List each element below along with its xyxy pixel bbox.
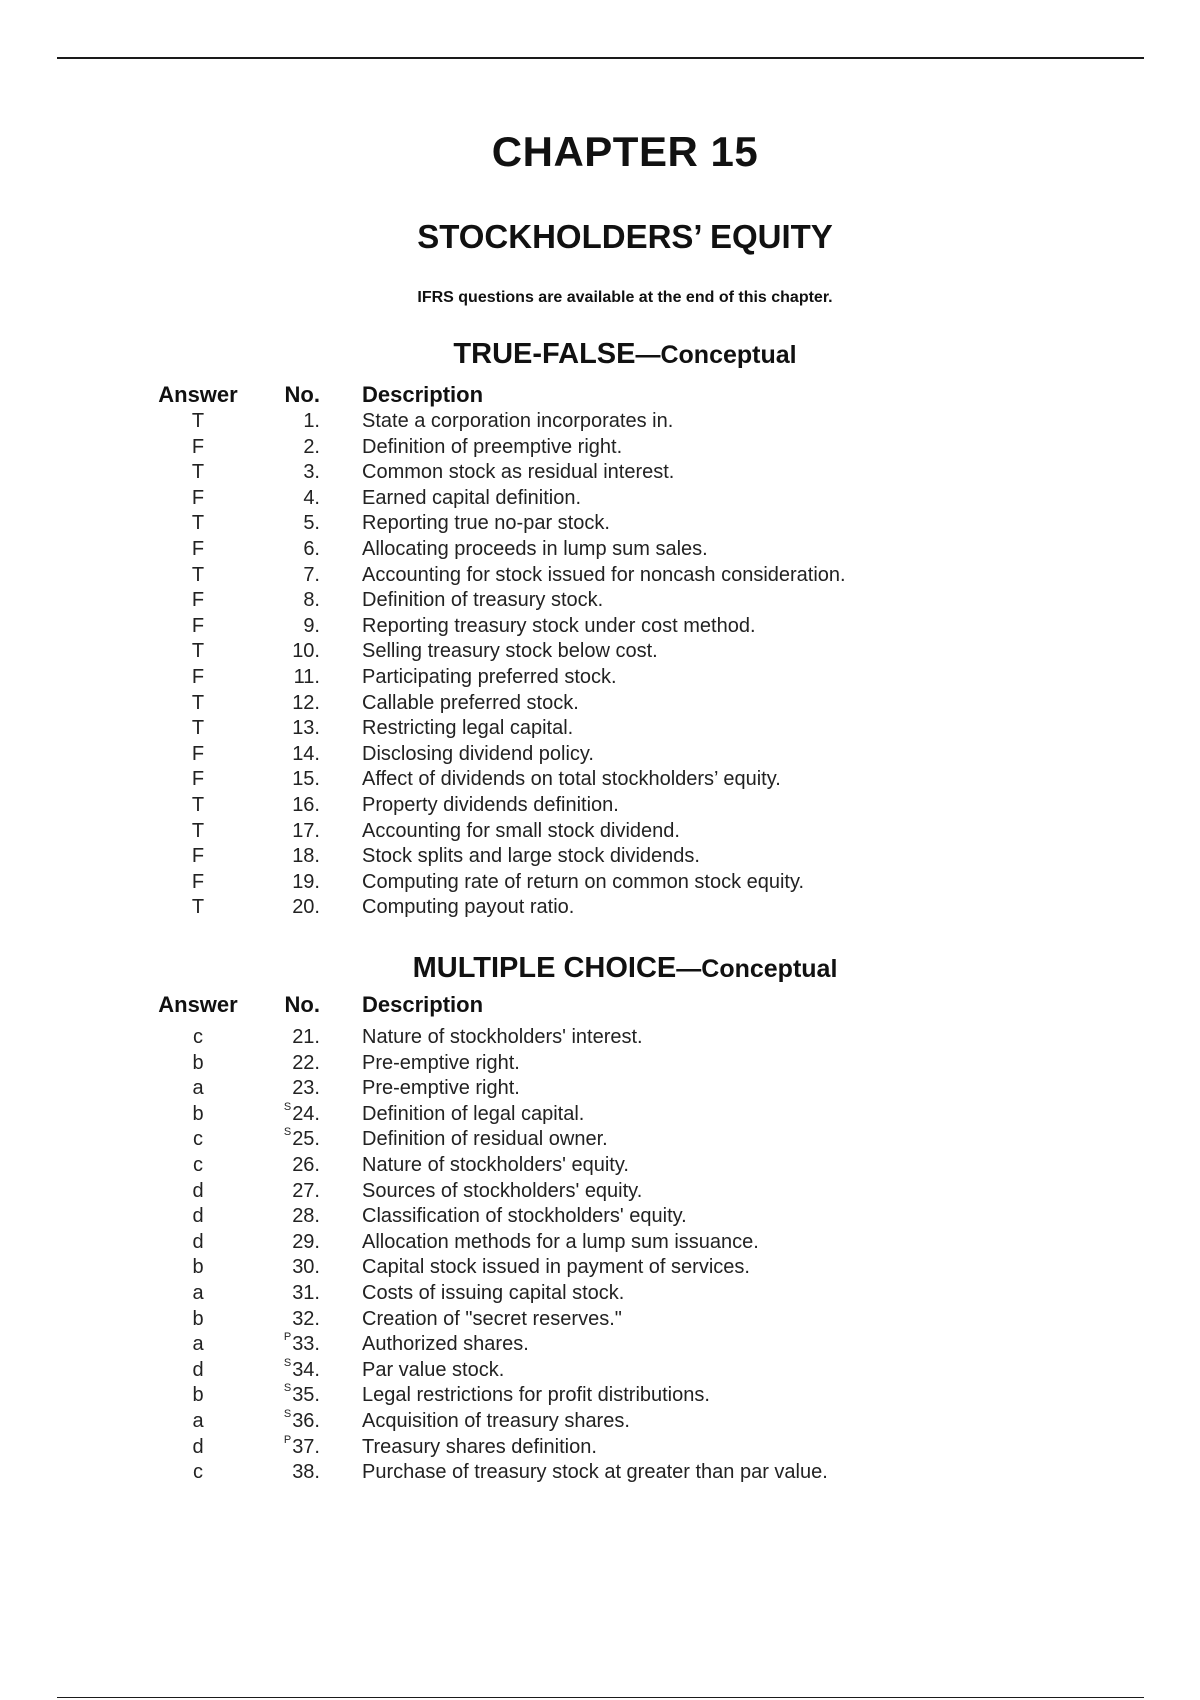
answer-cell: T bbox=[191, 410, 205, 432]
question-number: 21. bbox=[292, 1026, 320, 1048]
question-number-cell bbox=[250, 1128, 320, 1151]
question-row bbox=[146, 871, 1046, 897]
question-row bbox=[146, 1356, 1046, 1385]
answer-cell: F bbox=[191, 742, 205, 765]
multiple-choice-title bbox=[0, 952, 1200, 992]
question-row bbox=[146, 410, 1046, 436]
question-row bbox=[146, 896, 1046, 922]
question-number-cell bbox=[250, 717, 320, 740]
question-number: 24. bbox=[292, 1102, 320, 1125]
answer-cell: c bbox=[193, 1153, 203, 1176]
source-mark: S bbox=[283, 1382, 292, 1395]
number-column-header: No. bbox=[284, 382, 320, 407]
question-number: 2. bbox=[303, 435, 320, 458]
answer-cell: d bbox=[192, 1205, 204, 1228]
question-number: 15. bbox=[292, 768, 320, 791]
question-number-cell bbox=[250, 1308, 320, 1331]
description-cell: Definition of preemptive right. bbox=[362, 435, 623, 458]
question-number: 8. bbox=[303, 589, 320, 612]
description-cell: Affect of dividends on total stockholders’ equity. bbox=[362, 768, 781, 791]
question-number: 12. bbox=[292, 691, 320, 714]
true-false-list bbox=[146, 410, 1046, 922]
true-false-section bbox=[146, 338, 1046, 922]
question-number-cell bbox=[250, 1231, 320, 1254]
question-number: 19. bbox=[292, 870, 320, 893]
answer-cell: a bbox=[192, 1077, 204, 1100]
question-number-cell bbox=[250, 410, 320, 433]
answer-cell: T bbox=[191, 512, 205, 535]
question-number: 26. bbox=[292, 1153, 320, 1176]
answer-column-header: Answer bbox=[158, 382, 238, 407]
description-cell: Restricting legal capital. bbox=[362, 717, 574, 740]
question-row bbox=[146, 1180, 1046, 1206]
multiple-choice-title-suffix: —Conceptual bbox=[676, 955, 838, 983]
description-cell: Par value stock. bbox=[362, 1358, 505, 1381]
question-row bbox=[146, 512, 1046, 538]
description-cell: Costs of issuing capital stock. bbox=[362, 1281, 625, 1304]
question-number-cell bbox=[250, 1052, 320, 1075]
question-number: 22. bbox=[292, 1051, 320, 1074]
question-number-cell bbox=[250, 1356, 320, 1382]
question-number-cell bbox=[250, 1154, 320, 1177]
answer-cell: T bbox=[191, 896, 205, 919]
question-row bbox=[146, 1052, 1046, 1078]
question-number: 14. bbox=[292, 742, 320, 765]
question-number: 29. bbox=[292, 1230, 320, 1253]
question-number: 25. bbox=[292, 1128, 320, 1151]
question-number: 30. bbox=[292, 1256, 320, 1279]
question-number: 20. bbox=[292, 896, 320, 919]
description-cell: Reporting treasury stock under cost method. bbox=[362, 614, 756, 637]
question-number: 34. bbox=[292, 1358, 320, 1381]
question-row bbox=[146, 1308, 1046, 1334]
multiple-choice-section bbox=[146, 952, 1046, 1487]
question-number-cell bbox=[250, 1205, 320, 1228]
answer-cell: F bbox=[191, 589, 205, 612]
question-number: 1. bbox=[303, 410, 320, 432]
question-number: 16. bbox=[292, 793, 320, 816]
question-row bbox=[146, 1384, 1046, 1410]
answer-cell: F bbox=[191, 845, 205, 868]
question-number: 6. bbox=[303, 537, 320, 560]
question-number-cell bbox=[250, 1433, 320, 1459]
description-cell: Selling treasury stock below cost. bbox=[362, 640, 658, 663]
answer-cell: d bbox=[192, 1435, 204, 1458]
description-cell: Acquisition of treasury shares. bbox=[362, 1409, 630, 1432]
question-number: 4. bbox=[303, 486, 320, 509]
question-number-cell bbox=[250, 487, 320, 510]
question-number: 38. bbox=[292, 1461, 320, 1484]
source-mark: S bbox=[283, 1356, 292, 1369]
answer-cell: c bbox=[193, 1026, 203, 1048]
question-number-cell bbox=[250, 615, 320, 638]
question-number: 9. bbox=[303, 614, 320, 637]
description-cell: Computing rate of return on common stock equity. bbox=[362, 870, 805, 893]
multiple-choice-header-row bbox=[146, 992, 1046, 1026]
question-row bbox=[146, 615, 1046, 641]
question-row bbox=[146, 1256, 1046, 1282]
question-row bbox=[146, 640, 1046, 666]
question-number: 17. bbox=[292, 819, 320, 842]
question-number: 11. bbox=[293, 665, 320, 688]
answer-cell: F bbox=[191, 435, 205, 458]
answer-cell: T bbox=[191, 461, 205, 484]
description-cell: Authorized shares. bbox=[362, 1333, 529, 1356]
description-cell: Nature of stockholders' interest. bbox=[362, 1026, 643, 1048]
question-number: 31. bbox=[292, 1281, 320, 1304]
question-row bbox=[146, 1407, 1046, 1436]
question-number-cell bbox=[250, 512, 320, 535]
question-row bbox=[146, 1231, 1046, 1257]
description-cell: Participating preferred stock. bbox=[362, 665, 617, 688]
description-cell: Common stock as residual interest. bbox=[362, 461, 675, 484]
question-number-cell bbox=[250, 1384, 320, 1407]
question-row bbox=[146, 692, 1046, 718]
question-row bbox=[146, 1026, 1046, 1052]
description-cell: Nature of stockholders' equity. bbox=[362, 1153, 629, 1176]
description-cell: Disclosing dividend policy. bbox=[362, 742, 594, 765]
description-cell: Capital stock issued in payment of services. bbox=[362, 1256, 750, 1279]
question-number-cell bbox=[250, 1461, 320, 1484]
answer-cell: T bbox=[191, 563, 205, 586]
question-number: 3. bbox=[303, 461, 320, 484]
question-row bbox=[146, 1154, 1046, 1180]
question-number-cell bbox=[250, 564, 320, 587]
description-column-header: Description bbox=[362, 382, 484, 407]
answer-cell: c bbox=[193, 1461, 203, 1484]
answer-cell: c bbox=[193, 1128, 203, 1151]
answer-cell: a bbox=[192, 1281, 204, 1304]
description-cell: Legal restrictions for profit distributions. bbox=[362, 1384, 710, 1407]
answer-cell: b bbox=[192, 1384, 204, 1407]
description-cell: Pre-emptive right. bbox=[362, 1077, 520, 1100]
question-row bbox=[146, 1077, 1046, 1103]
question-number-cell bbox=[250, 1333, 320, 1356]
question-row bbox=[146, 820, 1046, 846]
question-number-cell bbox=[250, 1282, 320, 1305]
question-number: 10. bbox=[292, 640, 320, 663]
description-cell: Allocating proceeds in lump sum sales. bbox=[362, 537, 708, 560]
answer-cell: d bbox=[192, 1179, 204, 1202]
question-number: 37. bbox=[292, 1435, 320, 1458]
question-row bbox=[146, 794, 1046, 820]
true-false-header-row bbox=[146, 382, 1046, 410]
chapter-subtitle: STOCKHOLDERS’ EQUITY bbox=[417, 218, 833, 255]
question-number-cell bbox=[250, 743, 320, 766]
answer-cell: b bbox=[192, 1051, 204, 1074]
question-number-cell bbox=[250, 768, 320, 791]
question-row bbox=[146, 461, 1046, 487]
question-number-cell bbox=[250, 1100, 320, 1126]
answer-cell: T bbox=[191, 717, 205, 740]
question-row bbox=[146, 1128, 1046, 1154]
description-cell: Definition of residual owner. bbox=[362, 1128, 608, 1151]
answer-cell: F bbox=[191, 870, 205, 893]
description-cell: Creation of "secret reserves." bbox=[362, 1307, 622, 1330]
question-row bbox=[146, 589, 1046, 615]
source-mark: P bbox=[283, 1331, 292, 1344]
answer-cell: F bbox=[191, 486, 205, 509]
question-number-cell bbox=[250, 538, 320, 561]
description-cell: Definition of treasury stock. bbox=[362, 589, 604, 612]
description-cell: Purchase of treasury stock at greater than par value. bbox=[362, 1461, 828, 1484]
question-number: 23. bbox=[292, 1077, 320, 1100]
true-false-title bbox=[0, 338, 1200, 382]
question-number: 18. bbox=[292, 845, 320, 868]
question-row bbox=[146, 1205, 1046, 1231]
answer-cell: d bbox=[192, 1358, 204, 1381]
true-false-title-main: TRUE-FALSE bbox=[453, 338, 636, 370]
top-rule bbox=[57, 57, 1144, 59]
description-cell: Accounting for stock issued for noncash consideration. bbox=[362, 563, 846, 586]
question-row bbox=[146, 845, 1046, 871]
question-row bbox=[146, 1433, 1046, 1462]
answer-cell: a bbox=[192, 1333, 204, 1356]
answer-column-header: Answer bbox=[158, 992, 238, 1017]
answer-cell: b bbox=[192, 1307, 204, 1330]
answer-cell: b bbox=[192, 1256, 204, 1279]
question-row bbox=[146, 1333, 1046, 1359]
question-row bbox=[146, 564, 1046, 590]
question-number: 27. bbox=[292, 1179, 320, 1202]
question-number: 35. bbox=[292, 1384, 320, 1407]
description-cell: Property dividends definition. bbox=[362, 793, 619, 816]
answer-cell: F bbox=[191, 768, 205, 791]
question-row bbox=[146, 538, 1046, 564]
question-number-cell bbox=[250, 666, 320, 689]
question-number-cell bbox=[250, 640, 320, 663]
answer-cell: a bbox=[192, 1409, 204, 1432]
description-cell: Allocation methods for a lump sum issuance. bbox=[362, 1230, 759, 1253]
description-cell: Accounting for small stock dividend. bbox=[362, 819, 680, 842]
bottom-rule bbox=[57, 1697, 1144, 1698]
description-cell: Reporting true no-par stock. bbox=[362, 512, 610, 535]
question-number-cell bbox=[250, 692, 320, 715]
question-number-cell bbox=[250, 1407, 320, 1433]
description-cell: Treasury shares definition. bbox=[362, 1435, 597, 1458]
description-cell: Computing payout ratio. bbox=[362, 896, 575, 919]
answer-cell: F bbox=[191, 665, 205, 688]
answer-cell: T bbox=[191, 691, 205, 714]
question-row bbox=[146, 487, 1046, 513]
answer-cell: F bbox=[191, 537, 205, 560]
description-column-header: Description bbox=[362, 992, 484, 1017]
question-number: 5. bbox=[303, 512, 320, 535]
ifrs-note: IFRS questions are available at the end of this chapter. bbox=[417, 289, 833, 306]
question-row bbox=[146, 743, 1046, 769]
question-number-cell bbox=[250, 896, 320, 919]
question-number-cell bbox=[250, 436, 320, 459]
description-cell: Stock splits and large stock dividends. bbox=[362, 845, 700, 868]
question-row bbox=[146, 717, 1046, 743]
answer-cell: d bbox=[192, 1230, 204, 1253]
question-number-cell bbox=[250, 1026, 320, 1049]
description-cell: Callable preferred stock. bbox=[362, 691, 579, 714]
description-cell: Earned capital definition. bbox=[362, 486, 582, 509]
question-number: 7. bbox=[303, 563, 320, 586]
question-row bbox=[146, 1461, 1046, 1487]
description-cell: Definition of legal capital. bbox=[362, 1102, 585, 1125]
description-cell: State a corporation incorporates in. bbox=[362, 410, 674, 432]
question-number: 32. bbox=[292, 1307, 320, 1330]
source-mark: S bbox=[283, 1126, 292, 1139]
question-row bbox=[146, 436, 1046, 462]
question-row bbox=[146, 768, 1046, 794]
number-column-header: No. bbox=[284, 992, 320, 1017]
question-number: 13. bbox=[292, 717, 320, 740]
answer-cell: T bbox=[191, 819, 205, 842]
question-number-cell bbox=[250, 871, 320, 894]
true-false-title-suffix: —Conceptual bbox=[635, 341, 797, 369]
answer-cell: b bbox=[192, 1102, 204, 1125]
answer-cell: F bbox=[191, 614, 205, 637]
multiple-choice-title-main: MULTIPLE CHOICE bbox=[412, 952, 677, 984]
question-row bbox=[146, 666, 1046, 692]
question-number: 28. bbox=[292, 1205, 320, 1228]
question-number-cell bbox=[250, 820, 320, 843]
description-cell: Pre-emptive right. bbox=[362, 1051, 520, 1074]
source-mark: S bbox=[283, 1100, 292, 1113]
question-row bbox=[146, 1282, 1046, 1308]
question-number: 33. bbox=[292, 1333, 320, 1356]
chapter-title: CHAPTER 15 bbox=[491, 128, 759, 175]
question-number-cell bbox=[250, 1077, 320, 1100]
question-number-cell bbox=[250, 589, 320, 612]
multiple-choice-list bbox=[146, 1026, 1046, 1487]
answer-cell: T bbox=[191, 793, 205, 816]
question-row bbox=[146, 1100, 1046, 1129]
description-cell: Sources of stockholders' equity. bbox=[362, 1179, 643, 1202]
question-number-cell bbox=[250, 1180, 320, 1203]
source-mark: P bbox=[283, 1433, 292, 1446]
description-cell: Classification of stockholders' equity. bbox=[362, 1205, 687, 1228]
source-mark: S bbox=[283, 1407, 292, 1420]
question-number-cell bbox=[250, 1256, 320, 1279]
answer-cell: T bbox=[191, 640, 205, 663]
question-number-cell bbox=[250, 461, 320, 484]
question-number: 36. bbox=[292, 1409, 320, 1432]
question-number-cell bbox=[250, 845, 320, 868]
question-number-cell bbox=[250, 794, 320, 817]
